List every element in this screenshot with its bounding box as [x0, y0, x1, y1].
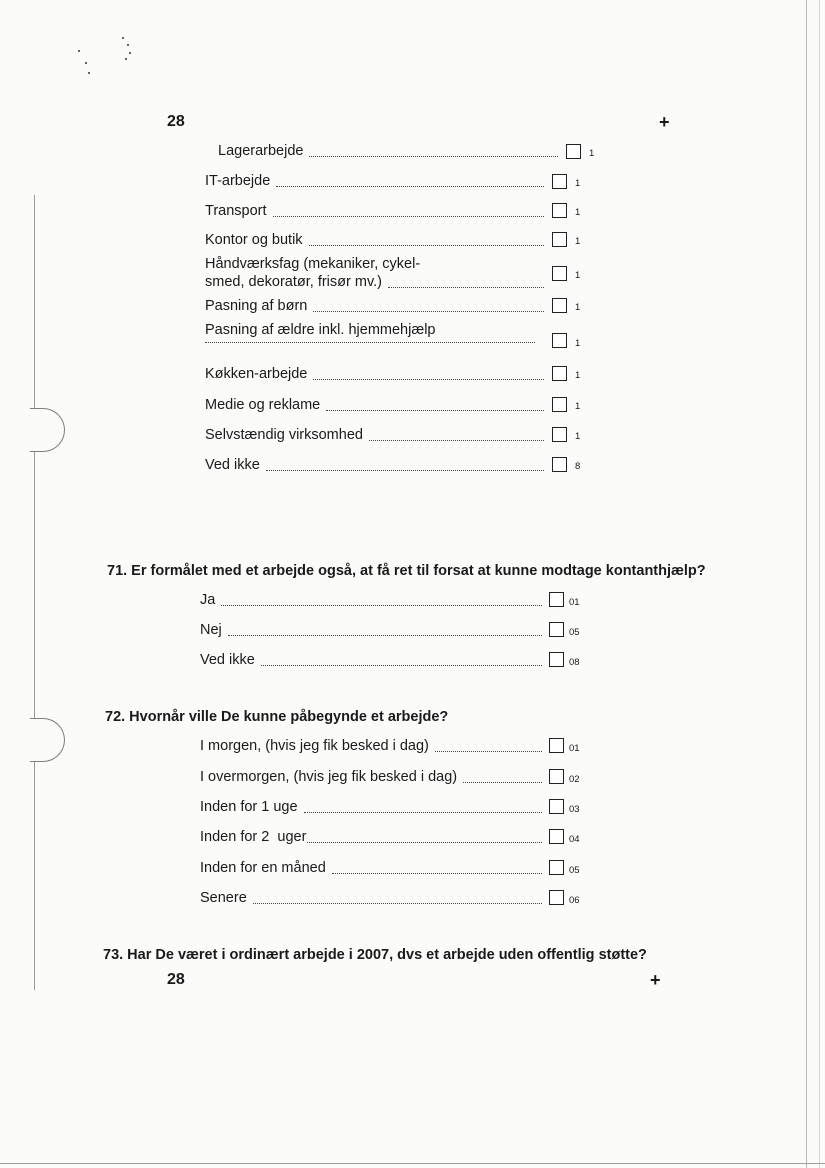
checkbox-pasning-af-aeldre[interactable]	[552, 333, 567, 348]
question-71: 71. Er formålet med et arbejde også, at få ret til forsat at kunne modtage kontanthjælp?	[107, 563, 706, 579]
q71-code-ja: 01	[569, 597, 580, 608]
q72-code-senere: 06	[569, 895, 580, 906]
punch-hole	[30, 408, 65, 452]
option-transport: Transport	[205, 203, 550, 220]
q72-checkbox-senere[interactable]	[549, 890, 564, 905]
code-it-arbejde: 1	[575, 178, 581, 189]
q71-option-ja: Ja	[200, 592, 548, 609]
code-medie-og-reklame: 1	[575, 401, 581, 412]
option-pasning-af-boern: Pasning af børn	[205, 298, 550, 315]
scan-edge-line	[819, 0, 820, 1168]
scan-edge-line	[34, 195, 35, 990]
q72-option-2-uger: Inden for 2 uger	[200, 829, 548, 846]
q72-checkbox-i-overmorgen[interactable]	[549, 769, 564, 784]
code-pasning-af-aeldre: 1	[575, 338, 581, 349]
code-kontor-og-butik: 1	[575, 236, 581, 247]
question-73: 73. Har De været i ordinært arbejde i 2007, dvs et arbejde uden offentlig støtte?	[103, 947, 647, 963]
option-ved-ikke: Ved ikke	[205, 457, 550, 474]
q72-code-1-uge: 03	[569, 804, 580, 815]
scan-speck	[88, 72, 90, 74]
question-72: 72. Hvornår ville De kunne påbegynde et arbejde?	[105, 709, 449, 725]
option-it-arbejde: IT-arbejde	[205, 173, 550, 190]
q71-checkbox-ja[interactable]	[549, 592, 564, 607]
q72-option-en-maaned: Inden for en måned	[200, 860, 548, 877]
option-kontor-og-butik: Kontor og butik	[205, 232, 550, 249]
q71-option-nej: Nej	[200, 622, 548, 639]
scan-speck	[85, 62, 87, 64]
scan-speck	[127, 44, 129, 46]
option-haandvaerksfag-line1: Håndværksfag (mekaniker, cykel-	[205, 256, 421, 272]
scan-speck	[78, 50, 80, 52]
code-koekken-arbejde: 1	[575, 370, 581, 381]
q72-option-senere: Senere	[200, 890, 548, 907]
checkbox-kontor-og-butik[interactable]	[552, 232, 567, 247]
option-lagerarbejde: Lagerarbejde	[218, 143, 564, 160]
code-haandvaerksfag: 1	[575, 270, 581, 281]
option-pasning-af-aeldre-line2	[205, 341, 541, 346]
scan-speck	[129, 52, 131, 54]
scan-speck	[122, 37, 124, 39]
punch-hole	[30, 718, 65, 762]
page-number-top: 28	[167, 113, 185, 130]
option-selvstaendig-virksomhed: Selvstændig virksomhed	[205, 427, 550, 444]
option-koekken-arbejde: Køkken-arbejde	[205, 366, 550, 383]
page-number-bottom: 28	[167, 971, 185, 988]
code-pasning-af-boern: 1	[575, 302, 581, 313]
q72-code-i-overmorgen: 02	[569, 774, 580, 785]
option-haandvaerksfag-line2: smed, dekoratør, frisør mv.)	[205, 274, 550, 291]
q71-code-nej: 05	[569, 627, 580, 638]
checkbox-selvstaendig-virksomhed[interactable]	[552, 427, 567, 442]
q71-code-ved-ikke: 08	[569, 657, 580, 668]
q71-checkbox-ved-ikke[interactable]	[549, 652, 564, 667]
registration-mark-top: +	[659, 112, 670, 132]
checkbox-lagerarbejde[interactable]	[566, 144, 581, 159]
q71-checkbox-nej[interactable]	[549, 622, 564, 637]
q72-option-i-morgen: I morgen, (hvis jeg fik besked i dag)	[200, 738, 548, 755]
scan-edge-line	[0, 1163, 825, 1164]
scan-speck	[125, 58, 127, 60]
checkbox-medie-og-reklame[interactable]	[552, 397, 567, 412]
option-medie-og-reklame: Medie og reklame	[205, 397, 550, 414]
checkbox-transport[interactable]	[552, 203, 567, 218]
code-transport: 1	[575, 207, 581, 218]
scan-edge-line	[806, 0, 807, 1168]
q72-option-i-overmorgen: I overmorgen, (hvis jeg fik besked i dag)	[200, 769, 548, 786]
q71-option-ved-ikke: Ved ikke	[200, 652, 548, 669]
code-selvstaendig-virksomhed: 1	[575, 431, 581, 442]
q72-code-i-morgen: 01	[569, 743, 580, 754]
registration-mark-bottom: +	[650, 970, 661, 990]
checkbox-ved-ikke[interactable]	[552, 457, 567, 472]
option-pasning-af-aeldre-line1: Pasning af ældre inkl. hjemmehjælp	[205, 322, 436, 338]
q72-checkbox-i-morgen[interactable]	[549, 738, 564, 753]
checkbox-it-arbejde[interactable]	[552, 174, 567, 189]
q72-checkbox-1-uge[interactable]	[549, 799, 564, 814]
checkbox-haandvaerksfag[interactable]	[552, 266, 567, 281]
checkbox-pasning-af-boern[interactable]	[552, 298, 567, 313]
code-lagerarbejde: 1	[589, 148, 595, 159]
checkbox-koekken-arbejde[interactable]	[552, 366, 567, 381]
q72-checkbox-en-maaned[interactable]	[549, 860, 564, 875]
q72-option-1-uge: Inden for 1 uge	[200, 799, 548, 816]
code-ved-ikke: 8	[575, 461, 581, 472]
q72-code-en-maaned: 05	[569, 865, 580, 876]
q72-checkbox-2-uger[interactable]	[549, 829, 564, 844]
q72-code-2-uger: 04	[569, 834, 580, 845]
